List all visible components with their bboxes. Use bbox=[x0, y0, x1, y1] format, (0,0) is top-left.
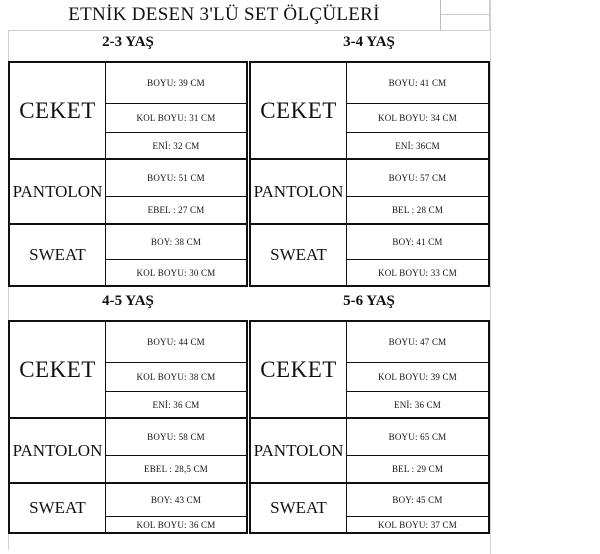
sweat-kol-boyu: KOL BOYU: 30 CM bbox=[136, 267, 216, 278]
age-heading: 5-6 YAŞ bbox=[343, 293, 395, 309]
sweat-boy: BOY: 45 CM bbox=[392, 495, 443, 505]
title-side-cells bbox=[440, 0, 490, 30]
pantolon-label: PANTOLON bbox=[12, 440, 103, 460]
pantolon-bel: EBEL : 27 CM bbox=[147, 205, 205, 215]
size-table-4-5 bbox=[8, 320, 248, 534]
ceket-kol-boyu: KOL BOYU: 39 CM bbox=[378, 372, 457, 382]
sweat-kol-boyu: KOL BOYU: 37 CM bbox=[378, 519, 457, 530]
age-heading: 4-5 YAŞ bbox=[102, 293, 154, 309]
pantolon-label: PANTOLON bbox=[12, 181, 103, 201]
sweat-label: SWEAT bbox=[270, 245, 327, 264]
pantolon-label: PANTOLON bbox=[253, 440, 344, 460]
pantolon-bel: BEL : 29 CM bbox=[391, 464, 444, 474]
grid-line bbox=[8, 30, 490, 31]
size-table-2-3 bbox=[8, 61, 248, 287]
pantolon-label: PANTOLON bbox=[253, 181, 344, 201]
size-table-3-4 bbox=[249, 61, 490, 287]
ceket-eni: ENİ: 36CM bbox=[395, 140, 440, 151]
sweat-boy: BOY: 43 CM bbox=[150, 495, 202, 505]
sweat-boy: BOY: 38 CM bbox=[150, 237, 202, 247]
ceket-eni: ENİ: 32 CM bbox=[152, 140, 200, 151]
size-table-5-6 bbox=[249, 320, 490, 534]
ceket-label: CEKET bbox=[260, 97, 337, 123]
ceket-boyu: BOYU: 41 CM bbox=[388, 78, 447, 88]
sweat-label: SWEAT bbox=[29, 245, 86, 264]
grid-line bbox=[490, 0, 491, 554]
ceket-boyu: BOYU: 47 CM bbox=[388, 337, 447, 347]
ceket-label: CEKET bbox=[19, 356, 96, 382]
age-heading: 2-3 YAŞ bbox=[102, 34, 154, 50]
ceket-kol-boyu: KOL BOYU: 31 CM bbox=[136, 113, 216, 123]
sweat-boy: BOY: 41 CM bbox=[392, 237, 443, 247]
age-heading: 3-4 YAŞ bbox=[343, 34, 395, 50]
ceket-kol-boyu: KOL BOYU: 34 CM bbox=[378, 113, 457, 123]
ceket-kol-boyu: KOL BOYU: 38 CM bbox=[136, 372, 216, 382]
ceket-label: CEKET bbox=[260, 356, 337, 382]
ceket-boyu: BOYU: 44 CM bbox=[147, 337, 205, 347]
pantolon-boyu: BOYU: 65 CM bbox=[388, 432, 447, 442]
sweat-kol-boyu: KOL BOYU: 33 CM bbox=[378, 267, 457, 278]
pantolon-boyu: BOYU: 57 CM bbox=[388, 173, 447, 183]
pantolon-boyu: BOYU: 58 CM bbox=[147, 432, 205, 442]
ceket-label: CEKET bbox=[19, 97, 96, 123]
pantolon-boyu: BOYU: 51 CM bbox=[147, 173, 205, 183]
ceket-boyu: BOYU: 39 CM bbox=[147, 78, 205, 88]
pantolon-bel: EBEL : 28,5 CM bbox=[144, 464, 208, 474]
sweat-label: SWEAT bbox=[29, 498, 86, 517]
page-title: ETNİK DESEN 3'LÜ SET ÖLÇÜLERİ bbox=[68, 4, 380, 25]
sweat-kol-boyu: KOL BOYU: 36 CM bbox=[136, 519, 216, 530]
sweat-label: SWEAT bbox=[270, 498, 327, 517]
pantolon-bel: BEL : 28 CM bbox=[391, 205, 444, 215]
ceket-eni: ENİ: 36 CM bbox=[394, 399, 441, 410]
ceket-eni: ENİ: 36 CM bbox=[152, 399, 200, 410]
